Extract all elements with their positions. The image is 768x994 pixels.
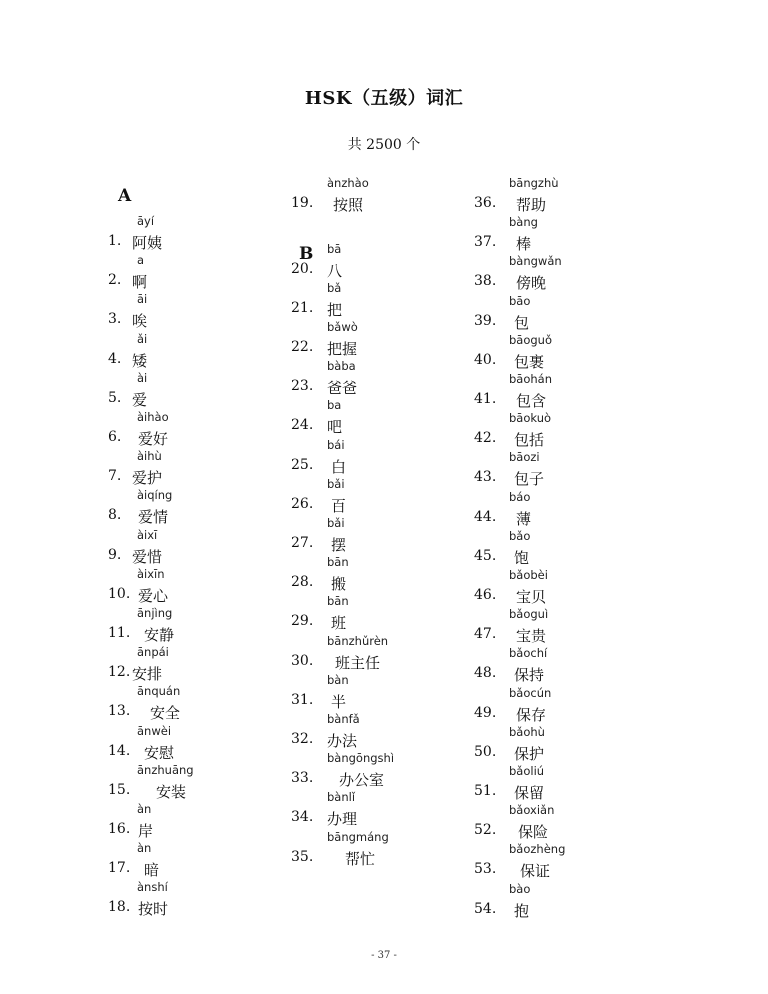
pinyin-label: àn bbox=[137, 841, 152, 856]
pinyin-label: a bbox=[137, 253, 145, 268]
pinyin-label: bāozi bbox=[509, 450, 540, 465]
entry-number: 18. bbox=[108, 899, 131, 916]
entry-number: 45. bbox=[474, 547, 497, 564]
entry-number: 29. bbox=[291, 613, 314, 630]
hanzi-word: 爱惜 bbox=[132, 547, 163, 566]
hanzi-word: 爱 bbox=[132, 390, 148, 409]
entry-number: 44. bbox=[474, 508, 497, 525]
entry-number: 22. bbox=[291, 339, 314, 355]
hanzi-word: 棒 bbox=[516, 235, 532, 254]
hanzi-word: 八 bbox=[327, 261, 343, 280]
entry-number: 20. bbox=[291, 260, 314, 277]
pinyin-label: bái bbox=[327, 437, 345, 452]
pinyin-label: àiqíng bbox=[137, 488, 173, 503]
pinyin-label: bǎoliú bbox=[509, 764, 545, 778]
pinyin-label: ānquán bbox=[137, 684, 181, 699]
pinyin-label: bǎwò bbox=[327, 320, 358, 334]
entry-number: 43. bbox=[474, 469, 497, 486]
entry-number: 32. bbox=[291, 731, 314, 747]
entry-number: 54. bbox=[474, 900, 497, 917]
entry-number: 52. bbox=[474, 822, 497, 839]
entry-number: 46. bbox=[474, 587, 497, 603]
entry-number: 25. bbox=[291, 456, 314, 473]
hanzi-word: 安装 bbox=[156, 782, 187, 801]
pinyin-label: bào bbox=[509, 881, 531, 896]
hanzi-word: 安慰 bbox=[144, 743, 175, 762]
pinyin-label: āi bbox=[137, 292, 148, 307]
hanzi-word: 办公室 bbox=[339, 771, 385, 790]
entry-number: 9. bbox=[108, 546, 122, 563]
hanzi-word: 爱好 bbox=[138, 430, 169, 448]
entry-number: 33. bbox=[291, 770, 314, 787]
hanzi-word: 包括 bbox=[514, 431, 545, 450]
entry-number: 41. bbox=[474, 391, 497, 407]
pinyin-label: àihù bbox=[137, 449, 162, 464]
hanzi-word: 帮助 bbox=[516, 196, 547, 214]
hanzi-word: 啊 bbox=[132, 273, 148, 292]
entry-number: 12. bbox=[108, 664, 131, 681]
entry-number: 40. bbox=[474, 351, 497, 368]
hanzi-word: 按时 bbox=[138, 900, 169, 919]
pinyin-label: bǎocún bbox=[509, 685, 552, 700]
entry-number: 24. bbox=[291, 417, 314, 434]
pinyin-label: bānzhǔrèn bbox=[327, 633, 389, 648]
entry-number: 16. bbox=[108, 821, 131, 837]
pinyin-label: bān bbox=[327, 555, 349, 570]
pinyin-label: bǎobèi bbox=[509, 568, 548, 582]
pinyin-label: bāokuò bbox=[509, 411, 552, 426]
pinyin-label: bǎozhèng bbox=[509, 842, 566, 857]
pinyin-label: bǎi bbox=[327, 516, 345, 530]
hanzi-word: 安全 bbox=[150, 704, 181, 723]
entry-number: 31. bbox=[291, 691, 314, 708]
hanzi-word: 宝贵 bbox=[516, 627, 547, 646]
entry-number: 51. bbox=[474, 783, 497, 799]
hanzi-word: 保留 bbox=[514, 784, 545, 802]
pinyin-label: báo bbox=[509, 489, 531, 504]
hanzi-word: 阿姨 bbox=[132, 234, 163, 252]
hanzi-word: 包 bbox=[514, 313, 530, 332]
pinyin-label: bǎi bbox=[327, 476, 345, 491]
hanzi-word: 唉 bbox=[132, 312, 148, 331]
hanzi-word: 安静 bbox=[144, 626, 175, 644]
entry-number: 15. bbox=[108, 781, 131, 798]
hanzi-word: 薄 bbox=[516, 509, 532, 528]
pinyin-label: bànfǎ bbox=[327, 712, 360, 726]
pinyin-label: ba bbox=[327, 398, 342, 413]
hanzi-word: 把 bbox=[327, 300, 343, 319]
hanzi-word: 保存 bbox=[516, 705, 547, 724]
entry-number: 37. bbox=[474, 234, 497, 251]
pinyin-label: ànshí bbox=[137, 880, 168, 895]
pinyin-label: bàngōngshì bbox=[327, 751, 395, 766]
page-subtitle: 共 2500 个 bbox=[347, 137, 421, 153]
entry-number: 14. bbox=[108, 742, 131, 759]
hanzi-word: 百 bbox=[331, 496, 347, 515]
pinyin-label: bǎ bbox=[327, 280, 342, 295]
entry-number: 53. bbox=[474, 861, 497, 878]
pinyin-label: bāo bbox=[509, 293, 531, 308]
entry-number: 4. bbox=[108, 350, 122, 367]
hanzi-word: 爱心 bbox=[138, 586, 169, 605]
entry-number: 35. bbox=[291, 848, 314, 865]
entry-number: 1. bbox=[108, 233, 122, 249]
entry-number: 7. bbox=[108, 468, 122, 485]
hanzi-word: 搬 bbox=[331, 575, 347, 594]
entry-number: 2. bbox=[108, 272, 122, 289]
pinyin-label: bǎohù bbox=[509, 724, 545, 739]
pinyin-label: bǎoxiǎn bbox=[509, 803, 555, 818]
hanzi-word: 保持 bbox=[514, 666, 545, 685]
pinyin-label: bàn bbox=[327, 672, 349, 687]
hanzi-word: 班 bbox=[331, 614, 347, 633]
pinyin-label: bànlǐ bbox=[327, 790, 356, 805]
hanzi-word: 办法 bbox=[327, 732, 358, 750]
section-heading-b: B bbox=[299, 244, 314, 264]
entry-number: 26. bbox=[291, 495, 314, 512]
entry-number: 39. bbox=[474, 312, 497, 329]
entry-number: 23. bbox=[291, 378, 314, 395]
hanzi-word: 爱情 bbox=[138, 508, 169, 527]
page-number: - 37 - bbox=[371, 950, 397, 961]
entry-number: 6. bbox=[108, 429, 122, 445]
page-title: HSK（五级）词汇 bbox=[304, 88, 464, 109]
pinyin-label: bǎo bbox=[509, 528, 531, 543]
section-heading-a: A bbox=[118, 186, 132, 206]
pinyin-label: bān bbox=[327, 594, 349, 609]
pinyin-label: āyí bbox=[137, 214, 155, 228]
entry-number: 11. bbox=[108, 625, 131, 641]
pinyin-label: bāoguǒ bbox=[509, 332, 553, 347]
pinyin-label: àixī bbox=[137, 527, 158, 542]
entry-number: 47. bbox=[474, 626, 497, 643]
pinyin-label: àn bbox=[137, 802, 152, 816]
entry-number: 3. bbox=[108, 311, 122, 328]
hanzi-word: 爱护 bbox=[132, 469, 163, 488]
hanzi-word: 暗 bbox=[144, 861, 160, 880]
hanzi-word: 吧 bbox=[327, 418, 343, 437]
pinyin-label: bāngzhù bbox=[509, 176, 559, 190]
hanzi-word: 包裹 bbox=[514, 352, 545, 371]
hanzi-word: 白 bbox=[331, 457, 347, 476]
entry-number: 50. bbox=[474, 743, 497, 760]
hanzi-word: 把握 bbox=[327, 340, 358, 358]
pinyin-label: bāohán bbox=[509, 372, 553, 386]
hanzi-word: 爸爸 bbox=[327, 379, 358, 398]
pinyin-label: àihào bbox=[137, 410, 169, 424]
hanzi-word: 保险 bbox=[518, 823, 549, 842]
entry-number: 5. bbox=[108, 389, 122, 406]
entry-number: 13. bbox=[108, 703, 131, 720]
entry-number: 21. bbox=[291, 299, 314, 316]
pinyin-label: bàngwǎn bbox=[509, 254, 562, 269]
hanzi-word: 保证 bbox=[520, 862, 551, 881]
hanzi-word: 帮忙 bbox=[345, 849, 376, 868]
pinyin-label: ànzhào bbox=[327, 176, 369, 190]
entry-number: 48. bbox=[474, 665, 497, 682]
hanzi-word: 宝贝 bbox=[516, 588, 547, 606]
hanzi-word: 矮 bbox=[132, 351, 148, 370]
pinyin-label: ānwèi bbox=[137, 723, 172, 738]
pinyin-label: bàba bbox=[327, 359, 356, 374]
entry-number: 19. bbox=[291, 195, 314, 211]
hanzi-word: 包含 bbox=[516, 392, 547, 410]
hanzi-word: 保护 bbox=[514, 744, 545, 763]
entry-number: 36. bbox=[474, 195, 497, 211]
entry-number: 10. bbox=[108, 585, 131, 602]
entry-number: 49. bbox=[474, 704, 497, 721]
pinyin-label: àixīn bbox=[137, 566, 165, 581]
entry-number: 38. bbox=[474, 273, 497, 290]
pinyin-label: ài bbox=[137, 370, 148, 385]
hanzi-word: 饱 bbox=[514, 548, 530, 567]
hanzi-word: 按照 bbox=[333, 196, 364, 214]
hanzi-word: 半 bbox=[331, 692, 347, 711]
pinyin-label: bā bbox=[327, 241, 342, 256]
pinyin-label: ānzhuāng bbox=[137, 762, 194, 777]
entry-number: 42. bbox=[474, 430, 497, 447]
entry-number: 34. bbox=[291, 809, 314, 826]
hanzi-word: 安排 bbox=[132, 665, 163, 684]
hanzi-word: 班主任 bbox=[335, 653, 381, 672]
hanzi-word: 包子 bbox=[514, 470, 545, 489]
pinyin-label: ānpái bbox=[137, 645, 169, 660]
entry-number: 27. bbox=[291, 535, 314, 551]
hanzi-word: 办理 bbox=[327, 810, 358, 829]
entry-number: 8. bbox=[108, 507, 122, 524]
entry-number: 28. bbox=[291, 574, 314, 591]
pinyin-label: ǎi bbox=[137, 331, 148, 346]
hanzi-word: 抱 bbox=[514, 901, 530, 920]
pinyin-label: ānjìng bbox=[137, 606, 173, 620]
hanzi-word: 岸 bbox=[138, 822, 154, 840]
pinyin-label: bāngmáng bbox=[327, 829, 389, 844]
hanzi-word: 傍晚 bbox=[516, 274, 547, 293]
entry-number: 30. bbox=[291, 652, 314, 669]
pinyin-label: bàng bbox=[509, 215, 538, 230]
pinyin-label: bǎochí bbox=[509, 646, 548, 661]
pinyin-label: bǎoguì bbox=[509, 607, 549, 622]
hanzi-word: 摆 bbox=[331, 536, 347, 554]
entry-number: 17. bbox=[108, 860, 131, 877]
